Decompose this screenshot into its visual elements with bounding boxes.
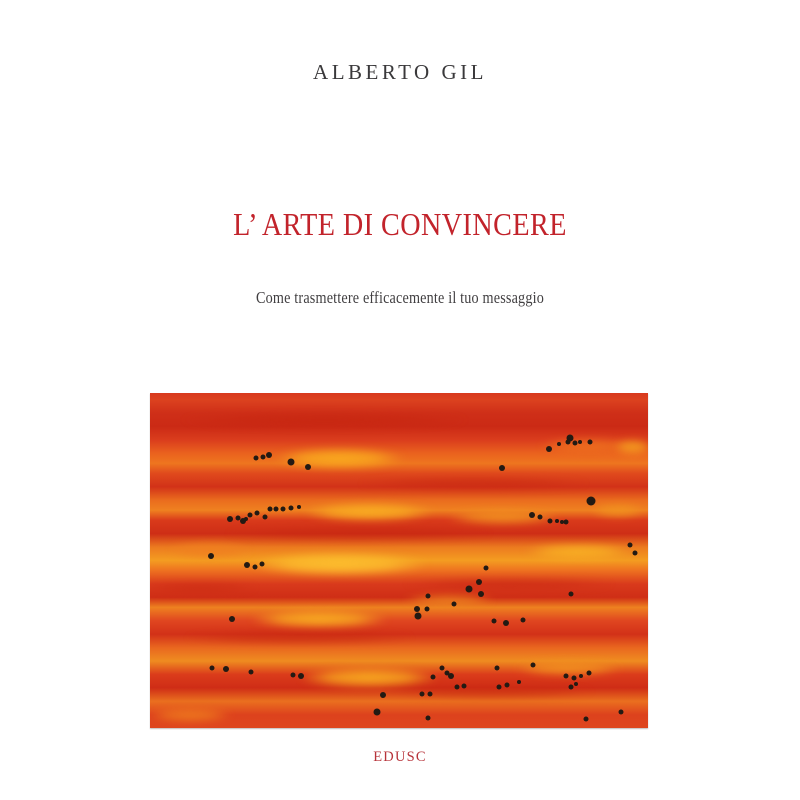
artwork-dot xyxy=(252,564,257,569)
artwork-dot xyxy=(281,506,286,511)
artwork-dot xyxy=(244,517,248,521)
artwork-dot xyxy=(291,673,296,678)
artwork-dot xyxy=(254,510,259,515)
artwork-dot xyxy=(619,709,624,714)
artwork-dot xyxy=(430,675,435,680)
artwork-dot xyxy=(414,613,421,620)
cover-artwork xyxy=(150,393,648,728)
artwork-dot xyxy=(587,496,596,505)
artwork-dot xyxy=(208,553,214,559)
artwork-dot xyxy=(520,618,525,623)
artwork-dot xyxy=(476,579,482,585)
artwork-dot xyxy=(465,585,472,592)
artwork-dots xyxy=(150,393,648,728)
artwork-dot xyxy=(564,519,569,524)
artwork-dot xyxy=(266,452,272,458)
artwork-dot xyxy=(414,606,420,612)
artwork-dot xyxy=(587,671,592,676)
artwork-dot xyxy=(557,442,561,446)
artwork-dot xyxy=(288,459,295,466)
artwork-dot xyxy=(538,514,543,519)
artwork-dot xyxy=(574,682,578,686)
artwork-dot xyxy=(483,565,488,570)
artwork-dot xyxy=(274,506,279,511)
artwork-dot xyxy=(298,673,304,679)
artwork-dot xyxy=(439,666,444,671)
author-name: ALBERTO GIL xyxy=(313,60,487,84)
artwork-dot xyxy=(260,454,265,459)
artwork-dot xyxy=(496,685,501,690)
artwork-dot xyxy=(564,674,569,679)
artwork-dot xyxy=(451,602,456,607)
artwork-dot xyxy=(262,514,267,519)
artwork-dot xyxy=(569,685,574,690)
artwork-dot xyxy=(425,715,430,720)
artwork-dot xyxy=(425,594,430,599)
artwork-dot xyxy=(427,692,432,697)
artwork-dot xyxy=(454,685,459,690)
artwork-dot xyxy=(529,512,535,518)
artwork-dot xyxy=(209,666,214,671)
artwork-dot xyxy=(289,505,294,510)
artwork-dot xyxy=(248,670,253,675)
artwork-dot xyxy=(588,439,593,444)
artwork-dot xyxy=(578,440,582,444)
artwork-dot xyxy=(297,505,301,509)
artwork-dot xyxy=(548,518,553,523)
artwork-dot xyxy=(555,519,559,523)
artwork-dot xyxy=(499,465,505,471)
artwork-dot xyxy=(491,619,496,624)
artwork-dot xyxy=(448,673,454,679)
artwork-dot xyxy=(244,562,250,568)
artwork-dot xyxy=(573,440,578,445)
publisher-name: EDUSC xyxy=(373,749,427,765)
artwork-dot xyxy=(227,516,233,522)
artwork-dot xyxy=(223,666,229,672)
artwork-dot xyxy=(229,616,235,622)
book-title: L’ ARTE DI CONVINCERE xyxy=(233,206,567,242)
artwork-dot xyxy=(424,607,429,612)
artwork-dot xyxy=(259,561,264,566)
artwork-dot xyxy=(253,455,258,460)
artwork-dot xyxy=(267,506,272,511)
artwork-dot xyxy=(633,551,638,556)
artwork-dot xyxy=(494,666,499,671)
artwork-dot xyxy=(546,446,552,452)
artwork-dot xyxy=(305,464,311,470)
artwork-dot xyxy=(461,684,466,689)
artwork-dot xyxy=(531,663,536,668)
artwork-dot xyxy=(517,680,521,684)
artwork-dot xyxy=(374,708,381,715)
artwork-dot xyxy=(579,674,583,678)
book-subtitle: Come trasmettere efficacemente il tuo messaggio xyxy=(256,288,544,307)
artwork-dot xyxy=(628,543,633,548)
artwork-dot xyxy=(247,512,252,517)
artwork-dot xyxy=(504,683,509,688)
artwork-dot xyxy=(569,592,574,597)
artwork-dot xyxy=(478,591,484,597)
artwork-dot xyxy=(419,692,424,697)
artwork-dot xyxy=(503,620,509,626)
artwork-dot xyxy=(572,676,577,681)
artwork-dot xyxy=(584,716,589,721)
artwork-dot xyxy=(380,692,386,698)
